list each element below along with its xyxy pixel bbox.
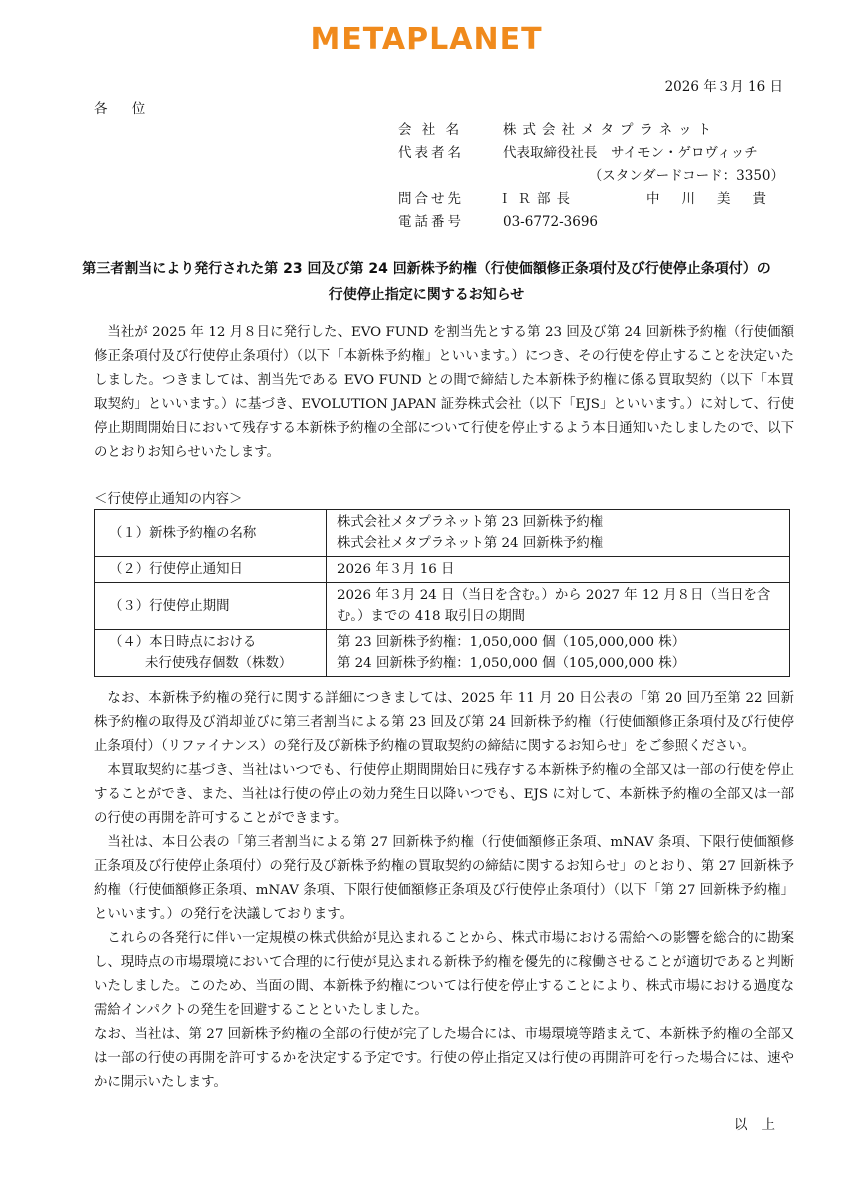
value-line: 2026 年３月 24 日（当日を含む。）から 2027 年 12 月８日（当日を含 bbox=[337, 588, 771, 603]
row-value-notice-date: 2026 年３月 16 日 bbox=[327, 557, 790, 583]
representative-label: 代表者名 bbox=[398, 145, 464, 161]
contact-value bbox=[498, 188, 788, 211]
company-row bbox=[398, 119, 788, 142]
row-value-remaining bbox=[327, 630, 790, 677]
closing-mark: 以上 bbox=[734, 1117, 789, 1133]
section-label: ＜行使停止通知の内容＞ bbox=[94, 491, 243, 507]
stock-code: （スタンダードコード：3350） bbox=[588, 168, 784, 184]
title-line-1: 第三者割当により発行された第 23 回及び第 24 回新株予約権（行使価額修正条項付及び行使停止条項付）の bbox=[82, 261, 771, 277]
sender-block bbox=[398, 119, 788, 234]
contact-label: 問合せ先 bbox=[398, 191, 464, 207]
table-row bbox=[95, 583, 790, 630]
label-line: （４）本日時点における bbox=[109, 635, 257, 650]
intro-paragraph: 当社が 2025 年 12 月８日に発行した、EVO FUND を割当先とする第 23 回及び第 24 回新株予約権（行使価額修正条項付及び行使停止条項付）（以下「本新株予約権」といいます。）につき、その行使を停止することを決定いたしました。つきましては、割当先である EVO FUND との間で締結した本新株予約権に係る買取契約（以下「本買取契約」といいます。）に基づき、EVOLUTION JAPAN 証券株式会社（以下「EJS」といいます。）に対して、行使停止期間開始日において残存する本新株予約権の全部について行使を停止するよう本日通知いたしましたので、以下のとおりお知らせいたします。 bbox=[94, 325, 794, 460]
phone-value: 03-6772-3696 bbox=[503, 214, 599, 230]
value-line: 第 23 回新株予約権：1,050,000 個（105,000,000 株） bbox=[337, 635, 686, 650]
table-row bbox=[95, 510, 790, 557]
future-paragraph: なお、当社は、第 27 回新株予約権の全部の行使が完了した場合には、市場環境等踏まえて、本新株予約権の全部又は一部の行使の再開を許可するかを決定する予定です。行使の停止指定又は行使の再開許可を行った場合には、速やかに開示いたします。 bbox=[94, 1027, 794, 1090]
reason-paragraph: これらの各発行に伴い一定規模の株式供給が見込まれることから、株式市場における需給への影響を総合的に勘案し、現時点の市場環境において合理的に行使が見込まれる新株予約権を優先的に稼働させることが適切であると判断いたしました。このため、当面の間、本新株予約権については行使を停止することにより、株式市場における過度な需給インパクトの発生を回避することといたしました。 bbox=[94, 931, 794, 1018]
metaplanet-logo: METAPLANET bbox=[310, 22, 543, 57]
row-value-name bbox=[327, 510, 790, 557]
row-value-period bbox=[327, 583, 790, 630]
value-line: 第 24 回新株予約権：1,050,000 個（105,000,000 株） bbox=[337, 656, 686, 671]
contact-name: 中川美貴 bbox=[646, 191, 788, 207]
contact-dept: ＩＲ部長 bbox=[498, 191, 576, 207]
row-label-name: （１）新株予約権の名称 bbox=[95, 510, 327, 557]
value-line: 株式会社メタプラネット第 24 回新株予約権 bbox=[337, 536, 604, 551]
table-row bbox=[95, 557, 790, 583]
representative-row bbox=[398, 142, 788, 165]
label-line: 未行使残存個数（株数） bbox=[145, 656, 293, 671]
row-label-notice-date: （２）行使停止通知日 bbox=[95, 557, 327, 583]
phone-row bbox=[398, 211, 788, 234]
phone-label: 電話番号 bbox=[398, 214, 464, 230]
new-warrant-paragraph: 当社は、本日公表の「第三者割当による第 27 回新株予約権（行使価額修正条項、mNAV 条項、下限行使価額修正条項及び行使停止条項付）の発行及び新株予約権の買取契約の締結に関するお知らせ」のとおり、第 27 回新株予約権（行使価額修正条項、mNAV 条項、下限行使価額修正条項及び行使停止条項付）（以下「第 27 回新株予約権」といいます。）の発行を決議しております。 bbox=[94, 835, 794, 922]
contact-row bbox=[398, 188, 788, 211]
body-paragraphs bbox=[94, 687, 794, 1095]
addressee: 各 位 bbox=[94, 101, 156, 117]
value-line: 株式会社メタプラネット第 23 回新株予約権 bbox=[337, 515, 604, 530]
value-line: む。）までの 418 取引日の期間 bbox=[337, 609, 526, 624]
notice-table bbox=[94, 509, 790, 677]
document-date: 2026 年３月 16 日 bbox=[664, 79, 783, 95]
row-label-period: （３）行使停止期間 bbox=[95, 583, 327, 630]
title-line-2: 行使停止指定に関するお知らせ bbox=[328, 287, 525, 303]
representative-value: 代表取締役社長 サイモン・ゲロヴィッチ bbox=[503, 145, 758, 161]
reference-paragraph: なお、本新株予約権の発行に関する詳細につきましては、2025 年 11 月 20 日公表の「第 20 回乃至第 22 回新株予約権の取得及び消却並びに第三者割当による第 23 回及び第 24 回新株予約権（行使価額修正条項付及び行使停止条項付）（リファイナンス）の発行及び新株予約権の買取契約の締結に関するお知らせ」をご参照ください。 bbox=[94, 691, 794, 754]
table-row bbox=[95, 630, 790, 677]
row-label-remaining bbox=[95, 630, 327, 677]
company-value: 株式会社メタプラネット bbox=[503, 122, 718, 138]
contract-paragraph: 本買取契約に基づき、当社はいつでも、行使停止期間開始日に残存する本新株予約権の全部又は一部の行使を停止することができ、また、当社は行使の停止の効力発生日以降いつでも、EJS に対して、本新株予約権の全部又は一部の行使の再開を許可することができます。 bbox=[94, 763, 794, 826]
company-label: 会 社 名 bbox=[398, 122, 463, 138]
document-title bbox=[60, 256, 793, 308]
